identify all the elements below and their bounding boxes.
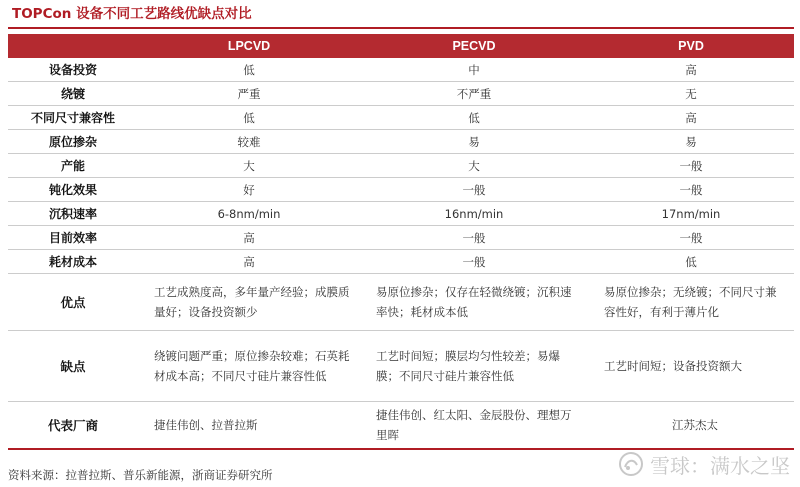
- row-label: 设备投资: [8, 58, 138, 82]
- table-cell: 严重: [138, 82, 360, 106]
- table-row: [8, 58, 794, 82]
- table-cell: 易: [588, 130, 794, 154]
- table-cell: 工艺时间短；膜层均匀性较差；易爆膜；不同尺寸硅片兼容性低: [360, 331, 588, 402]
- table-cell: 易原位掺杂；无绕镀；不同尺寸兼容性好，有利于薄片化: [588, 274, 794, 331]
- table-cell: 低: [588, 250, 794, 274]
- table-row-vendors: [8, 402, 794, 450]
- table-cell: 高: [588, 58, 794, 82]
- comparison-table: [8, 34, 794, 450]
- table-cell: 高: [138, 250, 360, 274]
- table-row: [8, 250, 794, 274]
- table-cell: 高: [588, 106, 794, 130]
- table-cell: 易原位掺杂；仅存在轻微绕镀；沉积速率快；耗材成本低: [360, 274, 588, 331]
- table-row: [8, 226, 794, 250]
- header-pvd: PVD: [588, 34, 794, 58]
- table-cell: 17nm/min: [588, 202, 794, 226]
- row-label: 不同尺寸兼容性: [8, 106, 138, 130]
- table-cell: 捷佳伟创、拉普拉斯: [138, 402, 360, 450]
- header-corner: [8, 34, 138, 58]
- table-cell: 16nm/min: [360, 202, 588, 226]
- table-header-row: [8, 34, 794, 58]
- header-pecvd: PECVD: [360, 34, 588, 58]
- row-label: 优点: [8, 274, 138, 331]
- table-cell: 易: [360, 130, 588, 154]
- table-cell: 一般: [360, 250, 588, 274]
- table-cell: 中: [360, 58, 588, 82]
- watermark-text: 雪球：满水之坚: [650, 453, 790, 478]
- table-cell: 大: [360, 154, 588, 178]
- header-lpcvd: LPCVD: [138, 34, 360, 58]
- row-label: 绕镀: [8, 82, 138, 106]
- title-divider: [8, 27, 794, 29]
- table-cell: 一般: [588, 154, 794, 178]
- row-label: 沉积速率: [8, 202, 138, 226]
- table-row: [8, 178, 794, 202]
- table-cell: 不严重: [360, 82, 588, 106]
- table-cell: 好: [138, 178, 360, 202]
- watermark: [618, 449, 790, 479]
- table-cell: 捷佳伟创、红太阳、金辰股份、理想万里晖: [360, 402, 588, 450]
- row-label: 缺点: [8, 331, 138, 402]
- table-cell: 一般: [360, 178, 588, 202]
- table-row: [8, 130, 794, 154]
- source-note: 资料来源：拉普拉斯、普乐新能源，浙商证券研究所: [8, 468, 273, 482]
- table-cell: 工艺成熟度高，多年量产经验；成膜质量好；设备投资额少: [138, 274, 360, 331]
- table-cell: 一般: [588, 226, 794, 250]
- table-cell: 低: [138, 106, 360, 130]
- table-cell: 大: [138, 154, 360, 178]
- row-label: 耗材成本: [8, 250, 138, 274]
- table-row: [8, 82, 794, 106]
- table-cell: 一般: [588, 178, 794, 202]
- table-cell: 低: [138, 58, 360, 82]
- table-cell: 6-8nm/min: [138, 202, 360, 226]
- table-cell: 较难: [138, 130, 360, 154]
- page-title: TOPCon 设备不同工艺路线优缺点对比: [12, 6, 252, 22]
- table-cell: 绕镀问题严重；原位掺杂较难；石英耗材成本高；不同尺寸硅片兼容性低: [138, 331, 360, 402]
- table-cell: 无: [588, 82, 794, 106]
- table-cell: 低: [360, 106, 588, 130]
- table-row: [8, 106, 794, 130]
- table-cell: 一般: [360, 226, 588, 250]
- table-row: [8, 202, 794, 226]
- xueqiu-logo-icon: [618, 451, 644, 477]
- table-cell: 工艺时间短；设备投资额大: [588, 331, 794, 402]
- table-row-cons: [8, 331, 794, 402]
- row-label: 代表厂商: [8, 402, 138, 450]
- row-label: 原位掺杂: [8, 130, 138, 154]
- table-cell: 高: [138, 226, 360, 250]
- row-label: 钝化效果: [8, 178, 138, 202]
- row-label: 目前效率: [8, 226, 138, 250]
- table-row: [8, 154, 794, 178]
- row-label: 产能: [8, 154, 138, 178]
- table-cell: 江苏杰太: [588, 402, 794, 450]
- table-row-pros: [8, 274, 794, 331]
